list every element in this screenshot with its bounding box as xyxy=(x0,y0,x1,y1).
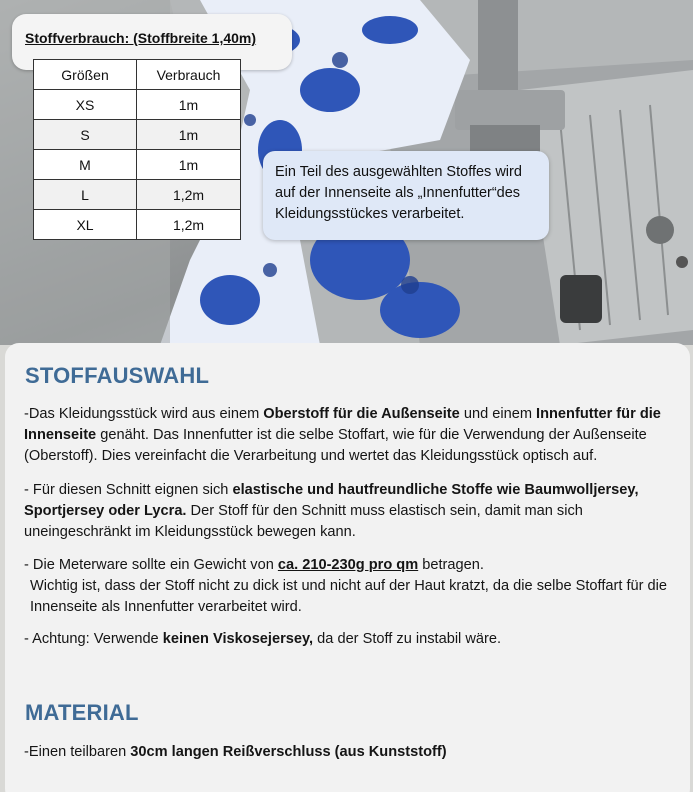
text-bold: Innenfutter für die Innenseite xyxy=(24,406,661,443)
description-panel xyxy=(5,343,690,792)
table-header-row xyxy=(34,60,241,90)
paragraph-suitable-fabrics xyxy=(24,480,689,543)
fabric-consumption-title: Stoffverbrauch: (Stoffbreite 1,40m) xyxy=(25,30,257,46)
size-cell: M xyxy=(34,150,137,180)
text-bold: 30cm langen Reißverschluss (aus Kunststoff) xyxy=(130,744,447,760)
size-consumption-table xyxy=(33,59,241,240)
paragraph-outer-and-lining xyxy=(24,404,689,467)
paragraph-fabric-weight xyxy=(24,555,689,618)
table-row xyxy=(34,210,241,240)
text-run: da der Stoff zu instabil wäre. xyxy=(313,631,502,647)
lining-info-text: Ein Teil des ausgewählten Stoffes wird auf der Innenseite als „Innenfutter“des Kleidungsstückes verarbeitet. xyxy=(275,164,522,222)
text-run: - Achtung: Verwende xyxy=(24,631,163,647)
paragraph-zipper xyxy=(24,742,689,763)
text-run: genäht. Das Innenfutter ist die selbe Stoffart, wie für die Verwendung der Außenseite (Oberstoff). Dies vereinfacht die Verarbeitung und wertet das Kleidungsstück optisch auf. xyxy=(24,427,647,464)
text-bold: keinen Viskosejersey, xyxy=(162,631,314,647)
table-row xyxy=(34,150,241,180)
table-row xyxy=(34,90,241,120)
column-header-sizes: Größen xyxy=(34,60,137,90)
text-run: Der Stoff für den Schnitt muss elastisch sein, damit man sich uneingeschränkt im Kleidungsstück bewegen kann. xyxy=(24,503,583,540)
text-run: und einem xyxy=(459,406,537,422)
consumption-cell: 1,2m xyxy=(137,180,241,210)
heading-material: MATERIAL xyxy=(25,700,139,725)
text-run: Wichtig ist, dass der Stoff nicht zu dick ist und nicht auf der Haut kratzt, da die selbe Stoffart für die Innenseite als Innenfutter verarbeitet wird. xyxy=(30,578,668,615)
paragraph-warning xyxy=(24,629,689,650)
table-row xyxy=(34,120,241,150)
consumption-cell: 1m xyxy=(137,150,241,180)
text-bold: elastische und hautfreundliche Stoffe wie Baumwolljersey, Sportjersey oder Lycra. xyxy=(24,482,639,519)
text-run: - Die Meterware sollte ein Gewicht von xyxy=(24,557,278,573)
consumption-cell: 1m xyxy=(137,120,241,150)
text-underlined: ca. 210-230g pro qm xyxy=(277,557,419,573)
size-cell: XS xyxy=(34,90,137,120)
size-cell: XL xyxy=(34,210,137,240)
consumption-cell: 1,2m xyxy=(137,210,241,240)
size-cell: L xyxy=(34,180,137,210)
text-run: betragen. xyxy=(418,557,484,573)
text-bold: Oberstoff für die Außenseite xyxy=(263,406,460,422)
heading-stoffauswahl: STOFFAUSWAHL xyxy=(25,363,210,388)
text-run: - Für diesen Schnitt eignen sich xyxy=(24,482,233,498)
column-header-consumption: Verbrauch xyxy=(137,60,241,90)
lining-info-bubble xyxy=(263,151,549,240)
consumption-cell: 1m xyxy=(137,90,241,120)
text-run: -Einen teilbaren xyxy=(24,744,131,760)
table-row xyxy=(34,180,241,210)
size-cell: S xyxy=(34,120,137,150)
text-run: -Das Kleidungsstück wird aus einem xyxy=(24,406,264,422)
